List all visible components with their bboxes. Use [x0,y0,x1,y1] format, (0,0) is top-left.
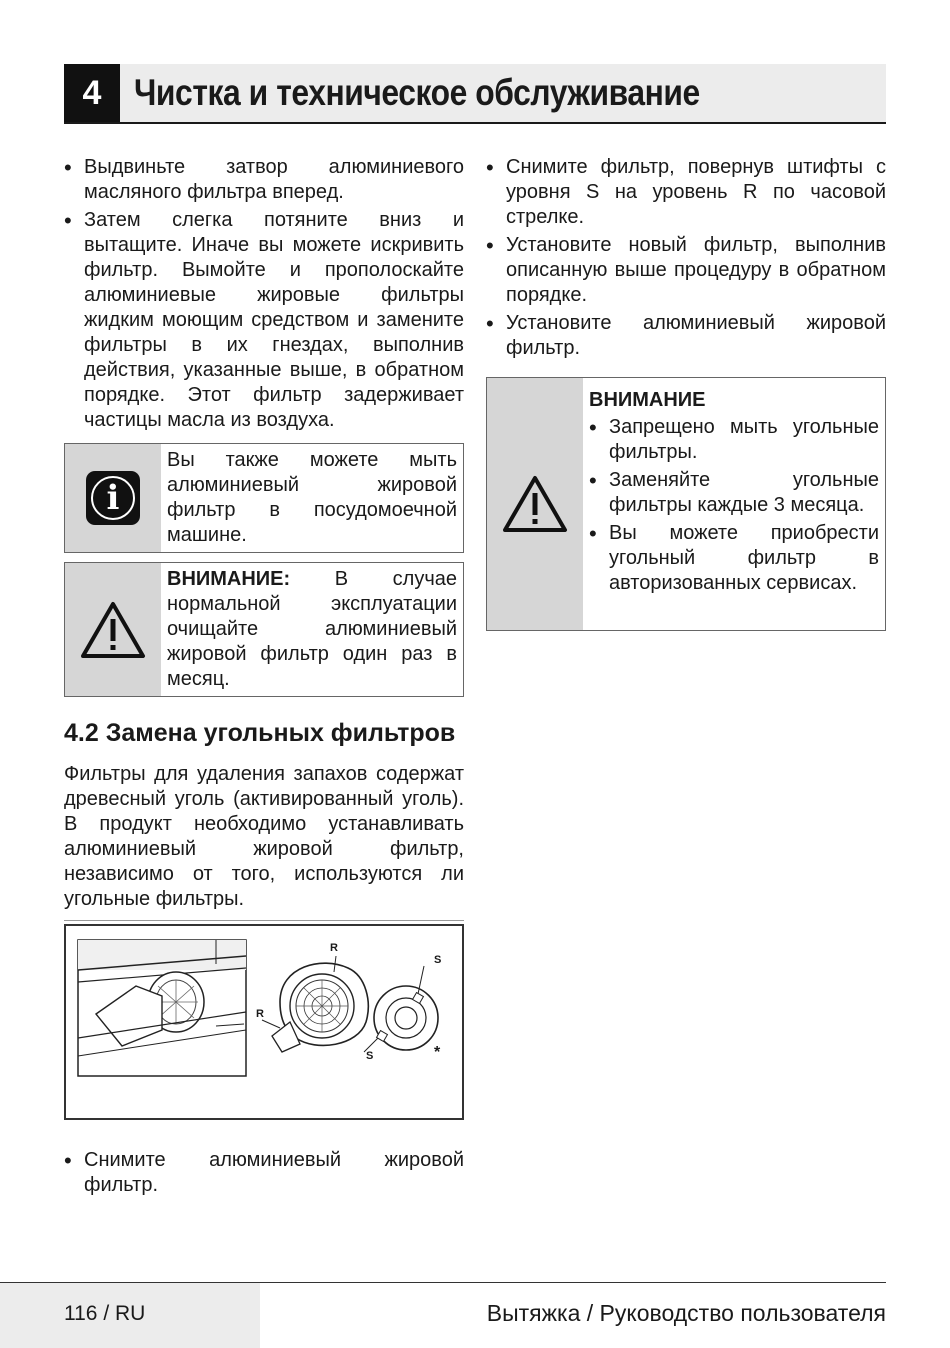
warning-title: ВНИМАНИЕ: [167,568,291,590]
section-paragraph: Фильтры для удаления запахов содержат древесный уголь (активированный уголь). В продукт необходимо устанавливать алюминиевый жировой фильтр, независимо от того, используются ли угольные фильтры. [64,763,464,910]
list-item: • Запрещено мыть угольные фильтры. [589,415,879,465]
warning-box-icon-cell [65,563,161,696]
bullet-list-top [64,155,464,433]
bullet-list-bottom [64,1148,464,1198]
list-item: • Затем слегка потяните вниз и вытащите. Иначе вы можете искривить фильтр. Вымойте и прополоскайте алюминиевые жировые фильтры жидким моющим средством и замените фильтры в их гнездах, выполнив действия, указанные выше, в обратном порядке. Этот фильтр задерживает частицы масла из воздуха. [64,208,464,433]
list-item: • Заменяйте угольные фильтры каждые 3 месяца. [589,468,879,518]
info-box-text: Вы также можете мыть алюминиевый жировой фильтр в посудомоечной машине. [167,449,457,546]
warning-box-right-text [583,378,885,630]
info-box-icon-cell [65,444,161,552]
warning-box-right-icon-cell [487,378,583,630]
warning-triangle-icon [80,601,146,659]
list-item: • Установите новый фильтр, выполнив описанную выше процедуру в обратном порядке. [486,233,886,308]
list-item: • Вы можете приобрести угольный фильтр в авторизованных сервисах. [589,521,879,596]
chapter-number: 4 [64,64,120,122]
warning-items [589,415,879,596]
left-column [64,155,464,1201]
figure-label-r-left: R [256,1008,264,1020]
list-item: • Снимите фильтр, повернув штифты с уровня S на уровень R по часовой стрелке. [486,155,886,230]
hood-interior-illustration [78,940,246,1076]
filter-diagram [64,924,464,1120]
footer-page-number: 116 / RU [64,1302,146,1325]
list-item: • Установите алюминиевый жировой фильтр. [486,311,886,361]
warning-box-text [161,563,463,696]
chapter-header [64,64,886,124]
bullet-list-right [486,155,886,361]
section-title: 4.2 Замена угольных фильтров [64,719,456,747]
info-icon: i [86,471,140,525]
list-item: • Снимите алюминиевый жировой фильтр. [64,1148,464,1198]
warning-triangle-icon [502,475,568,533]
warning-box [64,562,464,697]
list-item: • Выдвиньте затвор алюминиевого масляного фильтра вперед. [64,155,464,205]
blower-motor-illustration [262,956,368,1052]
figure-label-s-top: S [434,954,442,966]
warning-title: ВНИМАНИЕ [589,389,706,411]
warning-box-right [486,377,886,631]
right-column [486,155,886,631]
figure-label-star: * [434,1044,441,1061]
footer-divider [0,1282,886,1283]
figure-label-s-bottom: S [366,1050,374,1062]
divider [64,920,464,921]
carbon-filter-illustration [364,966,438,1052]
footer-document-title: Вытяжка / Руководство пользователя [486,1300,886,1326]
warning-text: В случае нормальной эксплуатации очищайте алюминиевый жировой фильтр один раз в месяц. [167,568,458,690]
info-box [64,443,464,553]
chapter-title: Чистка и техническое обслуживание [134,72,700,113]
figure-label-r-top: R [330,942,338,954]
